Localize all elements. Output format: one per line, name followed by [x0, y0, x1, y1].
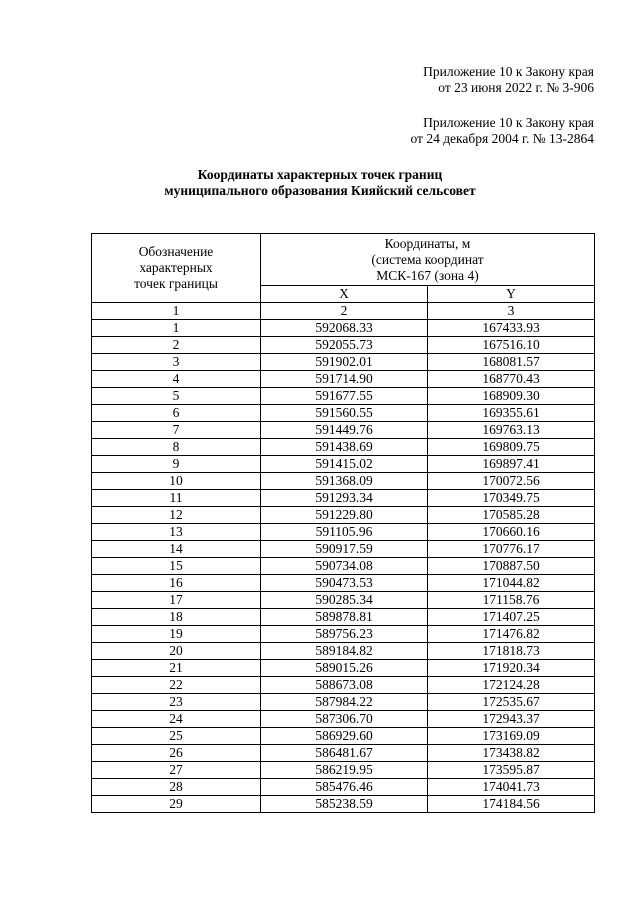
point-number-cell: 23 [92, 694, 261, 711]
x-coordinate-cell: 585238.59 [261, 796, 428, 813]
x-coordinate-cell: 586481.67 [261, 745, 428, 762]
y-coordinate-cell: 170887.50 [428, 558, 595, 575]
table-row [92, 660, 595, 677]
table-row [92, 388, 595, 405]
y-coordinate-cell: 168081.57 [428, 354, 595, 371]
table-row [92, 558, 595, 575]
table-row [92, 337, 595, 354]
x-coordinate-cell: 591438.69 [261, 439, 428, 456]
point-number-cell: 4 [92, 371, 261, 388]
table-row [92, 490, 595, 507]
x-coordinate-cell: 591368.09 [261, 473, 428, 490]
header-point-line3: точек границы [134, 276, 218, 291]
table-row [92, 473, 595, 490]
x-coordinate-cell: 592068.33 [261, 320, 428, 337]
point-number-cell: 13 [92, 524, 261, 541]
point-number-cell: 28 [92, 779, 261, 796]
table-row [92, 796, 595, 813]
y-coordinate-cell: 171044.82 [428, 575, 595, 592]
x-coordinate-cell: 590917.59 [261, 541, 428, 558]
table-row [92, 405, 595, 422]
x-coordinate-cell: 589756.23 [261, 626, 428, 643]
point-number-cell: 15 [92, 558, 261, 575]
x-coordinate-cell: 591229.80 [261, 507, 428, 524]
point-number-cell: 7 [92, 422, 261, 439]
y-coordinate-cell: 171818.73 [428, 643, 595, 660]
header-coords-line2: (система координат [371, 252, 484, 267]
y-coordinate-cell: 173438.82 [428, 745, 595, 762]
y-coordinate-cell: 174041.73 [428, 779, 595, 796]
column-number-1: 1 [92, 303, 261, 320]
table-row [92, 643, 595, 660]
table-row [92, 711, 595, 728]
table-row [92, 626, 595, 643]
coordinates-table [91, 233, 595, 813]
point-number-cell: 1 [92, 320, 261, 337]
y-coordinate-cell: 171920.34 [428, 660, 595, 677]
point-number-cell: 20 [92, 643, 261, 660]
point-number-cell: 19 [92, 626, 261, 643]
point-number-cell: 12 [92, 507, 261, 524]
point-number-cell: 8 [92, 439, 261, 456]
table-row [92, 609, 595, 626]
table-row [92, 762, 595, 779]
point-number-cell: 24 [92, 711, 261, 728]
table-row [92, 422, 595, 439]
point-number-cell: 2 [92, 337, 261, 354]
point-number-cell: 18 [92, 609, 261, 626]
x-coordinate-cell: 591714.90 [261, 371, 428, 388]
x-coordinate-cell: 587306.70 [261, 711, 428, 728]
point-number-cell: 5 [92, 388, 261, 405]
point-number-cell: 22 [92, 677, 261, 694]
y-coordinate-cell: 174184.56 [428, 796, 595, 813]
x-coordinate-cell: 591105.96 [261, 524, 428, 541]
point-number-cell: 25 [92, 728, 261, 745]
x-coordinate-cell: 590285.34 [261, 592, 428, 609]
x-coordinate-cell: 591293.34 [261, 490, 428, 507]
document-title [0, 167, 640, 199]
y-coordinate-cell: 172535.67 [428, 694, 595, 711]
y-coordinate-cell: 170072.56 [428, 473, 595, 490]
point-number-cell: 27 [92, 762, 261, 779]
x-coordinate-cell: 587984.22 [261, 694, 428, 711]
x-coordinate-cell: 589184.82 [261, 643, 428, 660]
y-coordinate-cell: 167433.93 [428, 320, 595, 337]
x-coordinate-cell: 591560.55 [261, 405, 428, 422]
y-coordinate-cell: 170349.75 [428, 490, 595, 507]
appendix-current-amendment [423, 64, 594, 96]
y-coordinate-cell: 171407.25 [428, 609, 595, 626]
table-row [92, 456, 595, 473]
document-title-line2: муниципального образования Кияйский сельсовет [164, 183, 476, 198]
header-point-designation [92, 234, 261, 303]
y-coordinate-cell: 169355.61 [428, 405, 595, 422]
table-row [92, 745, 595, 762]
point-number-cell: 29 [92, 796, 261, 813]
header-coordinates [261, 234, 595, 286]
y-coordinate-cell: 168909.30 [428, 388, 595, 405]
x-coordinate-cell: 591415.02 [261, 456, 428, 473]
point-number-cell: 9 [92, 456, 261, 473]
header-point-line2: характерных [139, 260, 213, 275]
point-number-cell: 17 [92, 592, 261, 609]
header-coords-line1: Координаты, м [384, 236, 471, 251]
table-row [92, 354, 595, 371]
y-coordinate-cell: 171476.82 [428, 626, 595, 643]
y-coordinate-cell: 167516.10 [428, 337, 595, 354]
x-coordinate-cell: 592055.73 [261, 337, 428, 354]
point-number-cell: 10 [92, 473, 261, 490]
y-coordinate-cell: 170660.16 [428, 524, 595, 541]
point-number-cell: 26 [92, 745, 261, 762]
y-coordinate-cell: 172124.28 [428, 677, 595, 694]
header-y: Y [428, 286, 595, 303]
table-row [92, 507, 595, 524]
table-row [92, 694, 595, 711]
table-body [92, 303, 595, 813]
y-coordinate-cell: 170776.17 [428, 541, 595, 558]
header-coords-line3: МСК-167 (зона 4) [376, 268, 479, 283]
y-coordinate-cell: 170585.28 [428, 507, 595, 524]
x-coordinate-cell: 591902.01 [261, 354, 428, 371]
column-number-2: 2 [261, 303, 428, 320]
x-coordinate-cell: 586929.60 [261, 728, 428, 745]
table-row [92, 677, 595, 694]
table-row [92, 320, 595, 337]
appendix-current-line1: Приложение 10 к Закону края [423, 64, 594, 79]
y-coordinate-cell: 173595.87 [428, 762, 595, 779]
table-row [92, 728, 595, 745]
table-row [92, 592, 595, 609]
header-point-line1: Обозначение [138, 244, 214, 259]
x-coordinate-cell: 591677.55 [261, 388, 428, 405]
appendix-original-law [410, 115, 594, 147]
appendix-original-line2: от 24 декабря 2004 г. № 13-2864 [410, 131, 594, 146]
appendix-current-line2: от 23 июня 2022 г. № 3-906 [438, 80, 594, 95]
point-number-cell: 21 [92, 660, 261, 677]
x-coordinate-cell: 585476.46 [261, 779, 428, 796]
table-row [92, 779, 595, 796]
y-coordinate-cell: 168770.43 [428, 371, 595, 388]
x-coordinate-cell: 589878.81 [261, 609, 428, 626]
table-row [92, 575, 595, 592]
point-number-cell: 3 [92, 354, 261, 371]
column-number-3: 3 [428, 303, 595, 320]
x-coordinate-cell: 586219.95 [261, 762, 428, 779]
y-coordinate-cell: 172943.37 [428, 711, 595, 728]
header-x: X [261, 286, 428, 303]
table-row [92, 371, 595, 388]
column-number-row [92, 303, 595, 320]
table-row [92, 524, 595, 541]
point-number-cell: 14 [92, 541, 261, 558]
y-coordinate-cell: 169809.75 [428, 439, 595, 456]
y-coordinate-cell: 169763.13 [428, 422, 595, 439]
y-coordinate-cell: 169897.41 [428, 456, 595, 473]
x-coordinate-cell: 591449.76 [261, 422, 428, 439]
y-coordinate-cell: 173169.09 [428, 728, 595, 745]
x-coordinate-cell: 590734.08 [261, 558, 428, 575]
appendix-original-line1: Приложение 10 к Закону края [423, 115, 594, 130]
point-number-cell: 11 [92, 490, 261, 507]
point-number-cell: 16 [92, 575, 261, 592]
y-coordinate-cell: 171158.76 [428, 592, 595, 609]
x-coordinate-cell: 589015.26 [261, 660, 428, 677]
table-row [92, 541, 595, 558]
x-coordinate-cell: 590473.53 [261, 575, 428, 592]
x-coordinate-cell: 588673.08 [261, 677, 428, 694]
document-title-line1: Координаты характерных точек границ [197, 167, 443, 182]
table-row [92, 439, 595, 456]
point-number-cell: 6 [92, 405, 261, 422]
